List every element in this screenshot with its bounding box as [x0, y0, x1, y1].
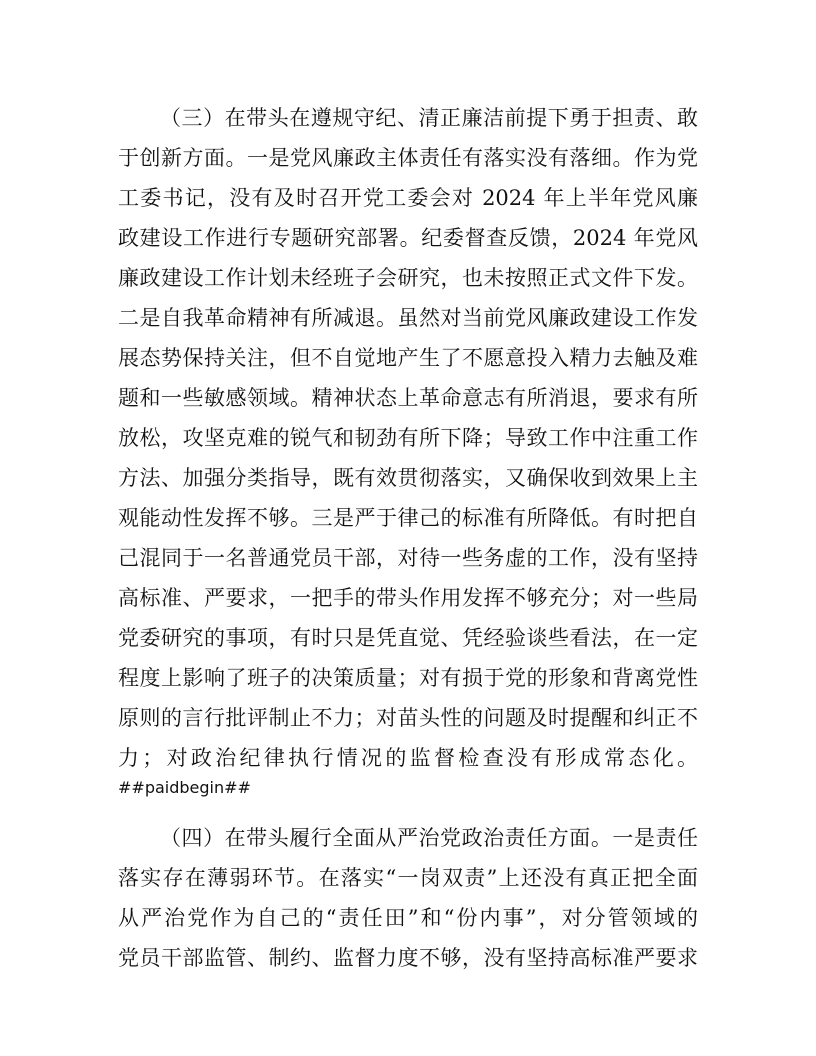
- paragraph-3-line-6: 二是自我革命精神有所减退。虽然对当前党风廉政建设工作发: [118, 306, 698, 330]
- paragraph-3-line-5: 廉政建设工作计划未经班子会研究，也未按照正式文件下发。: [118, 266, 698, 290]
- paragraph-3-line-15: 程度上影响了班子的决策质量；对有损于党的形象和背离党性: [118, 666, 698, 690]
- paragraph-3-line-17: 力；对政治纪律执行情况的监督检查没有形成常态化。: [118, 746, 698, 770]
- paragraph-3-line-1: （三）在带头在遵规守纪、清正廉洁前提下勇于担责、敢: [160, 106, 698, 130]
- paragraph-3-line-12: 己混同于一名普通党员干部，对待一些务虚的工作，没有坚持: [118, 546, 698, 570]
- paid-begin-marker: ##paidbegin##: [118, 778, 251, 797]
- paragraph-4-line-1: （四）在带头履行全面从严治党政治责任方面。一是责任: [160, 826, 698, 850]
- paragraph-3-line-10: 方法、加强分类指导，既有效贯彻落实，又确保收到效果上主: [118, 466, 698, 490]
- paragraph-3-line-2: 于创新方面。一是党风廉政主体责任有落实没有落细。作为党: [118, 146, 698, 170]
- paragraph-3-line-13: 高标准、严要求，一把手的带头作用发挥不够充分；对一些局: [118, 586, 698, 610]
- paragraph-3-line-9: 放松，攻坚克难的锐气和韧劲有所下降；导致工作中注重工作: [118, 426, 698, 450]
- paragraph-3-line-14: 党委研究的事项，有时只是凭直觉、凭经验谈些看法，在一定: [118, 626, 698, 650]
- paragraph-3-line-11: 观能动性发挥不够。三是严于律己的标准有所降低。有时把自: [118, 506, 698, 530]
- paragraph-4-line-3: 从严治党作为自己的“责任田”和“份内事”，对分管领域的: [118, 906, 698, 930]
- paragraph-3-line-3: 工委书记，没有及时召开党工委会对 2024 年上半年党风廉: [118, 186, 698, 210]
- paragraph-3-line-4: 政建设工作进行专题研究部署。纪委督查反馈，2024 年党风: [118, 226, 698, 250]
- paragraph-4-line-4: 党员干部监管、制约、监督力度不够，没有坚持高标准严要求: [118, 946, 698, 970]
- paragraph-3-line-8: 题和一些敏感领域。精神状态上革命意志有所消退，要求有所: [118, 386, 698, 410]
- paragraph-3-line-16: 原则的言行批评制止不力；对苗头性的问题及时提醒和纠正不: [118, 706, 698, 730]
- paragraph-4-line-2: 落实存在薄弱环节。在落实“一岗双责”上还没有真正把全面: [118, 866, 698, 890]
- paragraph-3-line-7: 展态势保持关注，但不自觉地产生了不愿意投入精力去触及难: [118, 346, 698, 370]
